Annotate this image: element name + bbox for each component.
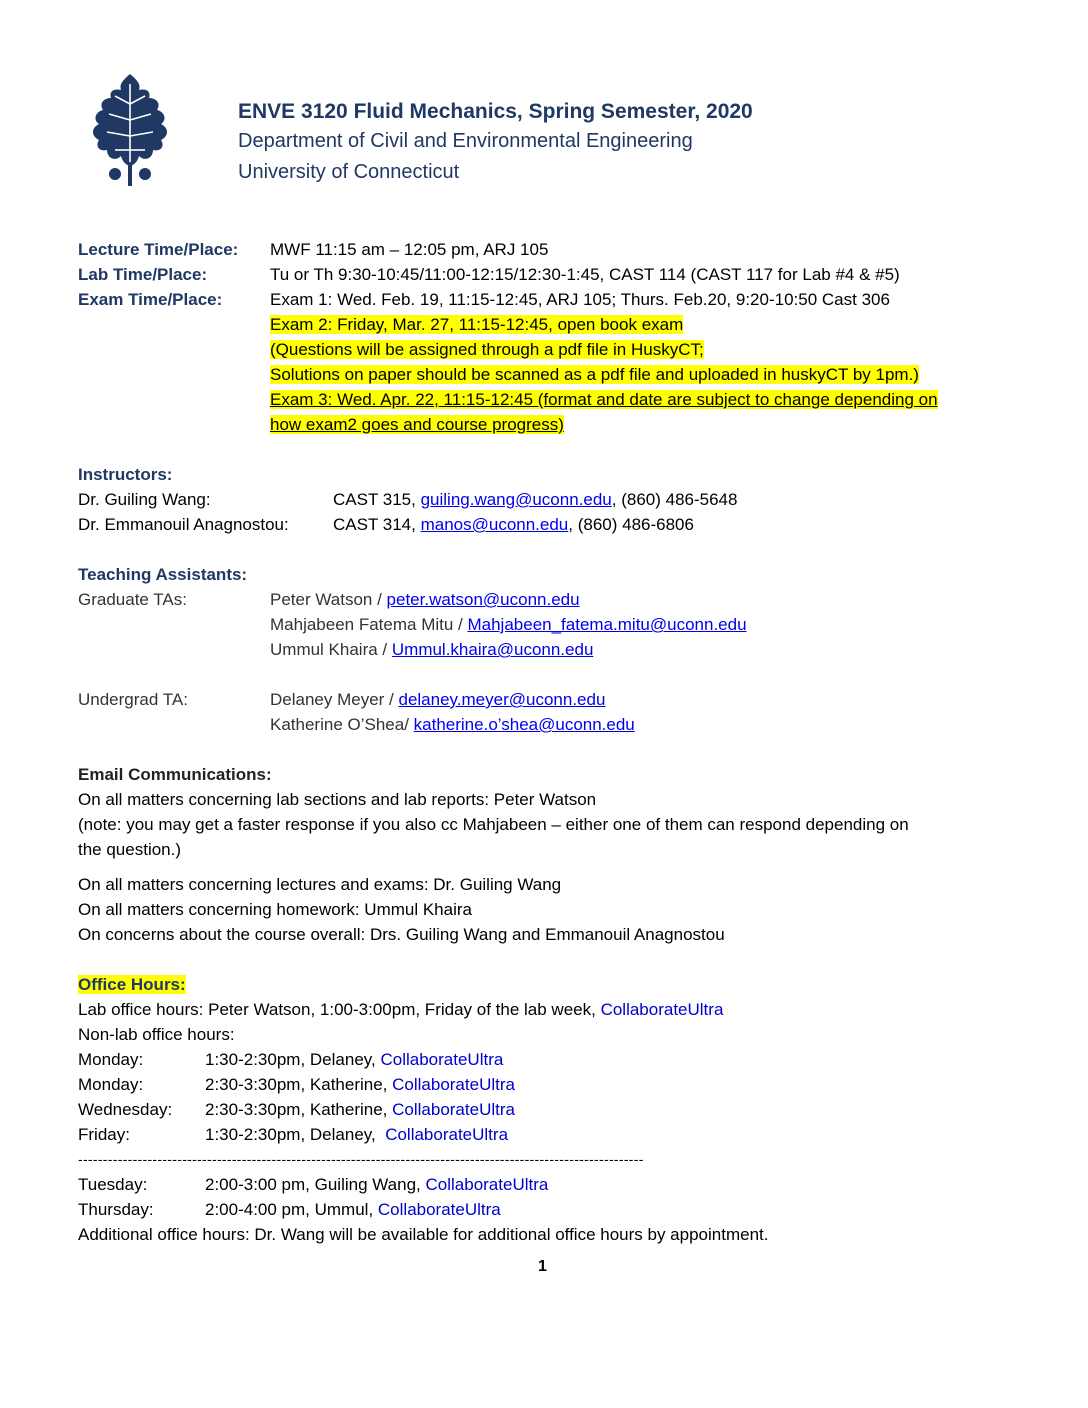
email-heading: Email Communications: [78,765,272,784]
oh-row-3-time: 2:30-3:30pm, Katherine, [205,1100,393,1119]
instructor-2-phone: , (860) 486-6806 [568,515,694,534]
course-title: ENVE 3120 Fluid Mechanics, Spring Semester, 2020 [238,100,753,123]
office-hours-heading-text: Office Hours: [78,975,186,994]
undergrad-ta-label: Undergrad TA: [78,690,188,709]
oh-row-6-link[interactable]: CollaborateUltra [377,1200,501,1219]
grad-tas-label: Graduate TAs: [78,590,187,609]
exam-3-line [270,387,938,412]
exam-3-text: Exam 3: Wed. Apr. 22, 11:15-12:45 (format and date are subject to change depending on [270,390,938,409]
oh-row-4-link[interactable]: CollaborateUltra [385,1125,509,1144]
page-number: 1 [538,1258,547,1275]
exam-3-cont-line [270,412,564,437]
office-hours-divider: ------------------------------------------------------------------------------------------------------------------ [78,1151,644,1167]
email-line-3: the question.) [78,840,182,859]
oak-leaf-logo-icon [85,70,175,190]
lab-office-hours-text: Lab office hours: Peter Watson, 1:00-3:00pm, Friday of the lab week, [78,1000,601,1019]
oh-row-3-day: Wednesday: [78,1100,173,1119]
email-line-4: On all matters concerning lectures and exams: Dr. Guiling Wang [78,875,562,894]
lecture-value: MWF 11:15 am – 12:05 pm, ARJ 105 [270,240,549,259]
exam-2-line [270,312,683,337]
lecture-label: Lecture Time/Place: [78,240,239,259]
exam-1-line: Exam 1: Wed. Feb. 19, 11:15-12:45, ARJ 105; Thurs. Feb.20, 9:20-10:50 Cast 306 [270,290,890,309]
grad-ta-1 [270,587,580,612]
undergrad-ta-1-email-link[interactable]: delaney.meyer@uconn.edu [398,690,606,709]
instructor-1-name: Dr. Guiling Wang: [78,490,211,509]
oh-row-6-time: 2:00-4:00 pm, Ummul, [205,1200,378,1219]
oh-row-6 [205,1197,501,1222]
university-name: University of Connecticut [238,161,460,183]
lab-office-hours-line [78,997,723,1022]
oh-row-5-link[interactable]: CollaborateUltra [425,1175,549,1194]
oh-row-4-day: Friday: [78,1125,130,1144]
oh-row-2-time: 2:30-3:30pm, Katherine, [205,1075,393,1094]
exam-2-solution-line [270,362,919,387]
oh-row-3-link[interactable]: CollaborateUltra [392,1100,515,1119]
additional-office-hours: Additional office hours: Dr. Wang will be available for additional office hours by appointment. [78,1225,769,1244]
email-line-1: On all matters concerning lab sections and lab reports: Peter Watson [78,790,597,809]
undergrad-ta-2-email-link[interactable]: katherine.o’shea@uconn.edu [413,715,635,734]
undergrad-ta-2 [270,712,635,737]
nonlab-label: Non-lab office hours: [78,1025,235,1044]
oh-row-3 [205,1097,515,1122]
grad-ta-3-name: Ummul Khaira / [270,640,392,659]
oh-row-1-day: Monday: [78,1050,144,1069]
exam-3-cont-text: how exam2 goes and course progress) [270,415,564,434]
grad-ta-2-name: Mahjabeen Fatema Mitu / [270,615,468,634]
exam-2-text: Exam 2: Friday, Mar. 27, 11:15-12:45, open book exam [270,315,684,334]
email-line-6: On concerns about the course overall: Drs. Guiling Wang and Emmanouil Anagnostou [78,925,725,944]
department-name: Department of Civil and Environmental Engineering [238,130,693,152]
tas-heading: Teaching Assistants: [78,565,248,584]
instructor-2-contact [333,512,694,537]
oh-row-6-day: Thursday: [78,1200,154,1219]
oh-row-2-day: Monday: [78,1075,144,1094]
grad-ta-1-email-link[interactable]: peter.watson@uconn.edu [386,590,580,609]
lab-label: Lab Time/Place: [78,265,208,284]
grad-ta-2 [270,612,747,637]
oh-row-5-day: Tuesday: [78,1175,148,1194]
exam-2-note-text: (Questions will be assigned through a pdf file in HuskyCT; [270,340,704,359]
grad-ta-2-email-link[interactable]: Mahjabeen_fatema.mitu@uconn.edu [467,615,747,634]
oh-row-4-time: 1:30-2:30pm, Delaney, [205,1125,386,1144]
oh-row-5-time: 2:00-3:00 pm, Guiling Wang, [205,1175,426,1194]
instructor-2-name: Dr. Emmanouil Anagnostou: [78,515,289,534]
oh-row-1-link[interactable]: CollaborateUltra [380,1050,504,1069]
oh-row-5 [205,1172,548,1197]
lab-collaborate-link[interactable]: CollaborateUltra [600,1000,724,1019]
oh-row-1-time: 1:30-2:30pm, Delaney, [205,1050,381,1069]
grad-ta-3 [270,637,593,662]
email-line-2: (note: you may get a faster response if you also cc Mahjabeen – either one of them can respond depending on [78,815,909,834]
instructor-2-office: CAST 314, [333,515,421,534]
email-line-5: On all matters concerning homework: Ummul Khaira [78,900,472,919]
instructor-2-email-link[interactable]: manos@uconn.edu [420,515,569,534]
instructor-1-email-link[interactable]: guiling.wang@uconn.edu [420,490,612,509]
undergrad-ta-1 [270,687,605,712]
instructor-1-office: CAST 315, [333,490,421,509]
exam-2-solution-text: Solutions on paper should be scanned as a pdf file and uploaded in huskyCT by 1pm.) [270,365,919,384]
oh-row-2-link[interactable]: CollaborateUltra [392,1075,515,1094]
instructors-heading: Instructors: [78,465,173,484]
undergrad-ta-1-name: Delaney Meyer / [270,690,399,709]
grad-ta-3-email-link[interactable]: Ummul.khaira@uconn.edu [391,640,594,659]
undergrad-ta-2-name: Katherine O’Shea/ [270,715,414,734]
instructor-1-contact [333,487,737,512]
office-hours-heading [78,972,186,997]
lab-value: Tu or Th 9:30-10:45/11:00-12:15/12:30-1:45, CAST 114 (CAST 117 for Lab #4 & #5) [270,265,900,284]
oh-row-1 [205,1047,503,1072]
exam-2-note-line [270,337,704,362]
instructor-1-phone: , (860) 486-5648 [611,490,738,509]
grad-ta-1-name: Peter Watson / [270,590,387,609]
oh-row-2 [205,1072,515,1097]
oh-row-4 [205,1122,508,1147]
exam-label: Exam Time/Place: [78,290,223,309]
